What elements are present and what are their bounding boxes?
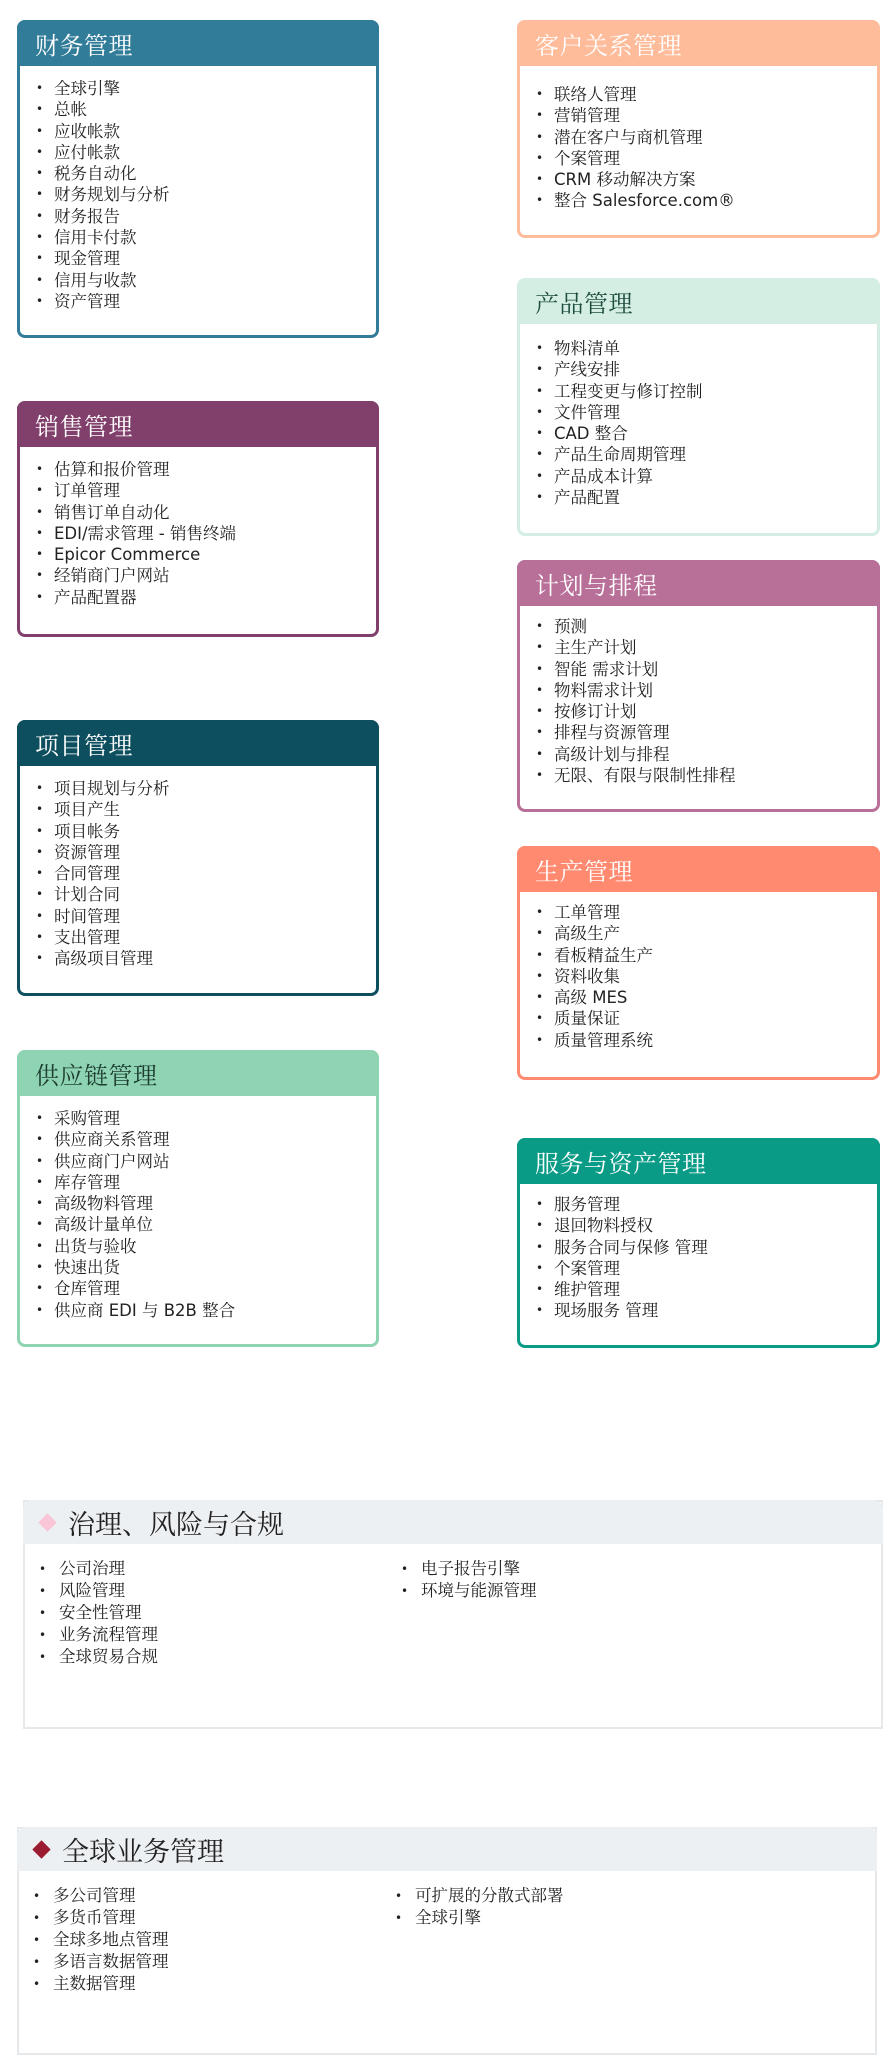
list-item: • 高级生产	[536, 923, 877, 944]
list-item: • 资源管理	[36, 842, 376, 863]
list-item: • 采购管理	[36, 1108, 376, 1129]
card-list	[520, 66, 877, 212]
list-item: • 全球贸易合规	[35, 1646, 397, 1668]
list-item: • 信用与收款	[36, 270, 376, 291]
list-item: • 产品配置器	[36, 587, 376, 608]
diamond-icon	[32, 1840, 50, 1858]
list-item: • 供应商门户网站	[36, 1151, 376, 1172]
list-item: • 合同管理	[36, 863, 376, 884]
list-item: • 应付帐款	[36, 142, 376, 163]
card-planning	[517, 560, 880, 812]
diamond-icon	[38, 1513, 56, 1531]
card-title: 销售管理	[17, 401, 379, 447]
list-item: • 公司治理	[35, 1558, 397, 1580]
list-item: • 电子报告引擎	[397, 1558, 759, 1580]
list-item: • 按修订计划	[536, 701, 877, 722]
list-item: • 现金管理	[36, 248, 376, 269]
list-item: • 供应商关系管理	[36, 1129, 376, 1150]
section-governance	[23, 1500, 883, 1729]
list-item: • 预测	[536, 616, 877, 637]
card-title: 生产管理	[517, 846, 880, 892]
list-item: • 多货币管理	[29, 1907, 391, 1929]
list-item: • 环境与能源管理	[397, 1580, 759, 1602]
list-item: • 项目帐务	[36, 821, 376, 842]
list-item: • 工程变更与修订控制	[536, 381, 877, 402]
list-item: • 无限、有限与限制性排程	[536, 765, 877, 786]
list-item: • 主数据管理	[29, 1973, 391, 1995]
list-item: • 产品生命周期管理	[536, 444, 877, 465]
section-title: 全球业务管理	[62, 1836, 224, 1868]
list-item: • 主生产计划	[536, 637, 877, 658]
list-item: • 高级 MES	[536, 987, 877, 1008]
card-list	[520, 324, 877, 508]
list-item: • 整合 Salesforce.com®	[536, 190, 877, 211]
list-item: • 全球多地点管理	[29, 1929, 391, 1951]
list-item: • 物料需求计划	[536, 680, 877, 701]
list-item: • 高级计量单位	[36, 1214, 376, 1235]
list-item: • 产线安排	[536, 359, 877, 380]
card-list	[20, 66, 376, 312]
list-item: • 排程与资源管理	[536, 722, 877, 743]
card-supply	[17, 1050, 379, 1347]
list-item: • 营销管理	[536, 105, 877, 126]
section-columns	[19, 1871, 875, 1995]
list-item: • 全球引擎	[391, 1907, 753, 1929]
list-item: • 看板精益生产	[536, 945, 877, 966]
list-item: • 税务自动化	[36, 163, 376, 184]
list-column-1	[35, 1558, 397, 1668]
card-finance	[17, 20, 379, 338]
list-item: • 高级计划与排程	[536, 744, 877, 765]
list-item: • 质量管理系统	[536, 1030, 877, 1051]
list-item: • 服务管理	[536, 1194, 877, 1215]
list-item: • 估算和报价管理	[36, 459, 376, 480]
list-item: • 经销商门户网站	[36, 565, 376, 586]
section-header	[23, 1500, 883, 1544]
card-title: 计划与排程	[517, 560, 880, 606]
list-item: • 计划合同	[36, 884, 376, 905]
list-item: • CAD 整合	[536, 423, 877, 444]
list-item: • 业务流程管理	[35, 1624, 397, 1646]
card-title: 客户关系管理	[517, 20, 880, 66]
list-item: • 总帐	[36, 99, 376, 120]
list-item: • 多公司管理	[29, 1885, 391, 1907]
list-item: • 快速出货	[36, 1257, 376, 1278]
list-item: • 退回物料授权	[536, 1215, 877, 1236]
list-item: • 物料清单	[536, 338, 877, 359]
card-list	[20, 447, 376, 608]
list-item: • 库存管理	[36, 1172, 376, 1193]
list-item: • CRM 移动解决方案	[536, 169, 877, 190]
list-item: • 智能 需求计划	[536, 659, 877, 680]
list-item: • 可扩展的分散式部署	[391, 1885, 753, 1907]
list-column-2	[397, 1558, 759, 1668]
list-item: • 高级项目管理	[36, 948, 376, 969]
list-item: • 个案管理	[536, 1258, 877, 1279]
list-item: • 全球引擎	[36, 78, 376, 99]
list-item: • 服务合同与保修 管理	[536, 1237, 877, 1258]
list-item: • 资料收集	[536, 966, 877, 987]
card-title: 服务与资产管理	[517, 1138, 880, 1184]
list-item: • 时间管理	[36, 906, 376, 927]
section-header	[17, 1827, 877, 1871]
card-sales	[17, 401, 379, 637]
card-list	[20, 1096, 376, 1321]
section-columns	[25, 1544, 881, 1668]
card-title: 财务管理	[17, 20, 379, 66]
list-item: • 产品成本计算	[536, 466, 877, 487]
section-global	[17, 1827, 877, 2055]
list-column-2	[391, 1885, 753, 1995]
list-item: • 潜在客户与商机管理	[536, 127, 877, 148]
card-project	[17, 720, 379, 996]
list-item: • 订单管理	[36, 480, 376, 501]
list-item: • 质量保证	[536, 1008, 877, 1029]
list-item: • 仓库管理	[36, 1278, 376, 1299]
list-item: • 产品配置	[536, 487, 877, 508]
card-list	[520, 1184, 877, 1322]
section-title: 治理、风险与合规	[68, 1509, 284, 1541]
list-item: • 项目产生	[36, 799, 376, 820]
list-item: • 安全性管理	[35, 1602, 397, 1624]
card-list	[520, 892, 877, 1051]
list-item: • 风险管理	[35, 1580, 397, 1602]
card-title: 项目管理	[17, 720, 379, 766]
list-item: • Epicor Commerce	[36, 544, 376, 565]
list-item: • 项目规划与分析	[36, 778, 376, 799]
card-product	[517, 278, 880, 536]
list-item: • 工单管理	[536, 902, 877, 923]
card-list	[20, 766, 376, 970]
list-item: • EDI/需求管理 - 销售终端	[36, 523, 376, 544]
card-crm	[517, 20, 880, 238]
list-item: • 个案管理	[536, 148, 877, 169]
list-item: • 信用卡付款	[36, 227, 376, 248]
list-item: • 财务规划与分析	[36, 184, 376, 205]
list-item: • 支出管理	[36, 927, 376, 948]
list-column-1	[29, 1885, 391, 1995]
list-item: • 现场服务 管理	[536, 1300, 877, 1321]
list-item: • 维护管理	[536, 1279, 877, 1300]
list-item: • 应收帐款	[36, 121, 376, 142]
card-list	[520, 606, 877, 786]
list-item: • 文件管理	[536, 402, 877, 423]
card-title: 产品管理	[517, 278, 880, 324]
list-item: • 多语言数据管理	[29, 1951, 391, 1973]
list-item: • 联络人管理	[536, 84, 877, 105]
card-production	[517, 846, 880, 1080]
list-item: • 高级物料管理	[36, 1193, 376, 1214]
card-title: 供应链管理	[17, 1050, 379, 1096]
list-item: • 财务报告	[36, 206, 376, 227]
card-service	[517, 1138, 880, 1348]
list-item: • 供应商 EDI 与 B2B 整合	[36, 1300, 376, 1321]
list-item: • 资产管理	[36, 291, 376, 312]
list-item: • 出货与验收	[36, 1236, 376, 1257]
list-item: • 销售订单自动化	[36, 502, 376, 523]
